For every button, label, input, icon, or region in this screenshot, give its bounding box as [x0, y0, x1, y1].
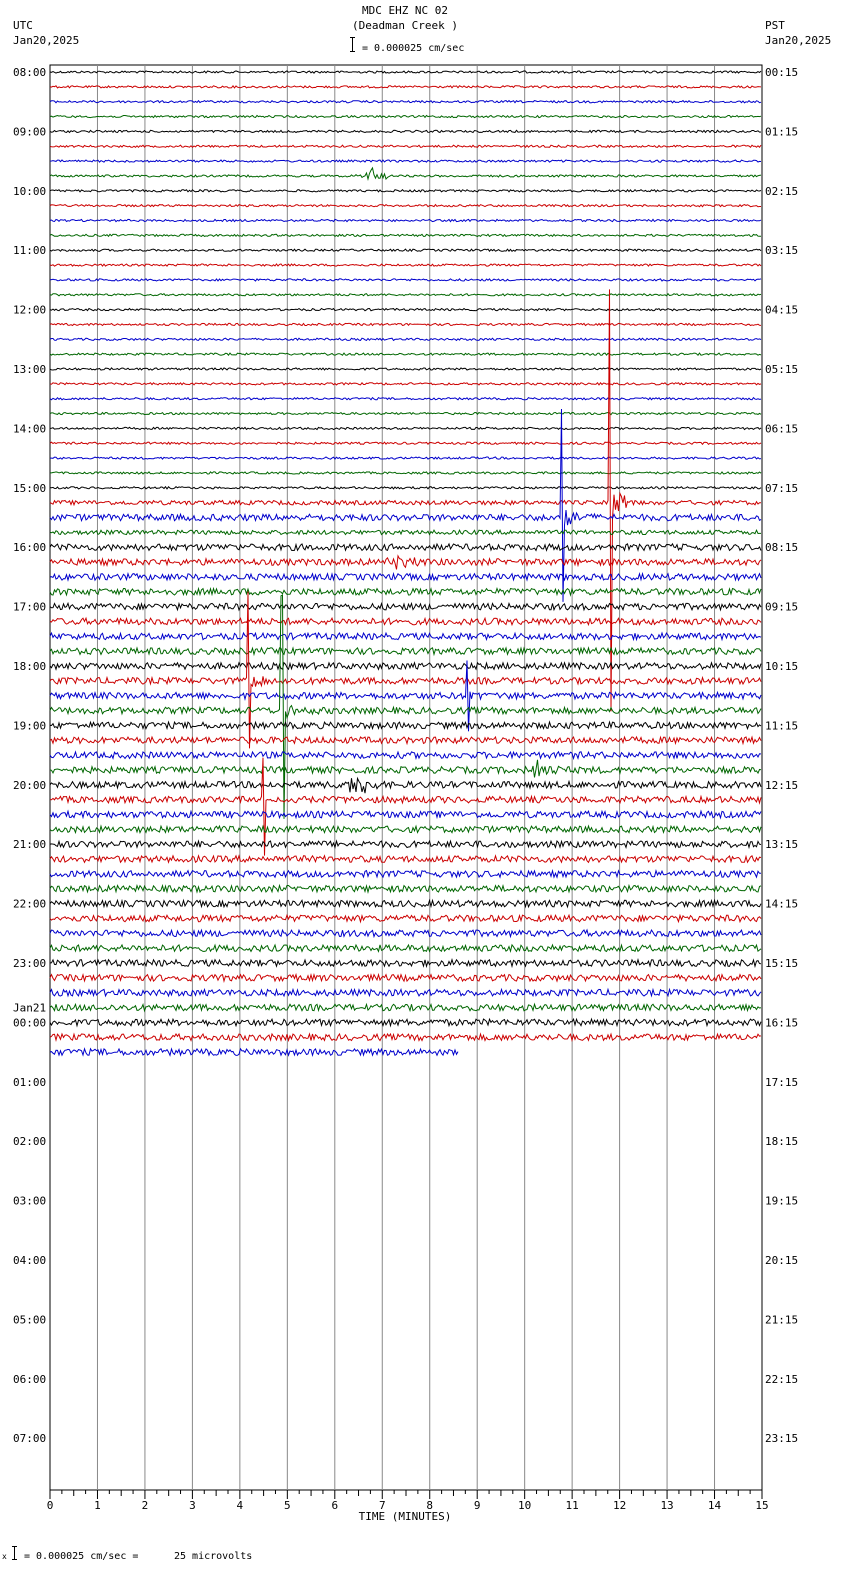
- trace-row-0: [50, 71, 761, 73]
- utc-hour-label: 10:00: [13, 184, 47, 198]
- trace-row-54: [50, 871, 761, 878]
- footer-scale-bar-icon: [14, 1546, 15, 1560]
- date-change-label: Jan21: [13, 1001, 47, 1015]
- left-timezone: UTC: [13, 19, 33, 32]
- trace-row-61: [50, 975, 761, 982]
- x-tick-label: 5: [284, 1499, 291, 1512]
- scale-text: = 0.000025 cm/sec: [362, 43, 465, 54]
- right-date: Jan20,2025: [765, 34, 832, 47]
- trace-row-57: [50, 915, 761, 922]
- trace-row-33: [50, 556, 761, 570]
- trace-row-58: [50, 930, 761, 937]
- pst-hour-label: 21:15: [765, 1313, 799, 1327]
- trace-row-20: [50, 368, 761, 370]
- location-title: (Deadman Creek ): [352, 19, 458, 32]
- trace-row-42: [50, 661, 761, 732]
- trace-row-52: [50, 841, 761, 848]
- utc-hour-label: 21:00: [13, 838, 47, 852]
- x-tick-label: 10: [518, 1499, 532, 1512]
- trace-row-25: [50, 442, 761, 444]
- trace-row-44: [50, 722, 761, 729]
- trace-row-12: [50, 249, 761, 251]
- x-tick-label: 8: [426, 1499, 434, 1512]
- pst-hour-label: 04:15: [765, 303, 799, 317]
- utc-hour-label: 02:00: [13, 1135, 47, 1149]
- trace-row-63: [50, 1004, 761, 1011]
- utc-hour-label: 08:00: [13, 66, 47, 79]
- right-timezone: PST: [765, 19, 785, 32]
- trace-row-19: [50, 353, 761, 355]
- trace-row-46: [50, 752, 761, 759]
- trace-row-6: [50, 160, 761, 162]
- trace-row-35: [50, 589, 761, 596]
- x-tick-label: 0: [46, 1499, 54, 1512]
- trace-row-24: [50, 427, 761, 429]
- pst-hour-label: 06:15: [765, 422, 799, 436]
- trace-row-45: [50, 737, 761, 744]
- pst-hour-label: 05:15: [765, 363, 799, 376]
- x-tick-label: 3: [189, 1499, 196, 1512]
- pst-hour-label: 23:15: [765, 1432, 799, 1446]
- trace-row-18: [50, 338, 761, 340]
- trace-row-23: [50, 413, 761, 415]
- utc-hour-label: 15:00: [13, 481, 47, 495]
- utc-hour-label: 03:00: [13, 1194, 47, 1208]
- utc-hour-label: 01:00: [13, 1075, 47, 1089]
- pst-hour-label: 02:15: [765, 184, 799, 198]
- x-axis-label: TIME (MINUTES): [358, 1510, 452, 1523]
- pst-hour-label: 09:15: [765, 600, 799, 614]
- trace-row-3: [50, 116, 761, 118]
- utc-hour-label: 00:00: [13, 1016, 47, 1030]
- pst-hour-label: 19:15: [765, 1194, 799, 1208]
- pst-hour-label: 14:15: [765, 897, 799, 911]
- pst-hour-label: 17:15: [765, 1075, 799, 1089]
- trace-row-36: [50, 603, 761, 610]
- utc-hour-label: 14:00: [13, 422, 47, 436]
- pst-hour-label: 10:15: [765, 660, 799, 673]
- footer-scale-text: = 0.000025 cm/sec =: [24, 1551, 139, 1562]
- trace-row-27: [50, 472, 761, 474]
- pst-hour-label: 08:15: [765, 541, 799, 555]
- trace-row-11: [50, 234, 761, 236]
- trace-row-37: [50, 618, 761, 625]
- utc-hour-label: 23:00: [13, 957, 47, 970]
- trace-row-40: [50, 663, 761, 670]
- utc-hour-label: 06:00: [13, 1372, 47, 1386]
- left-date: Jan20,2025: [13, 34, 80, 47]
- trace-row-14: [50, 279, 761, 281]
- trace-row-59: [50, 945, 761, 952]
- trace-row-66: [50, 1049, 458, 1056]
- trace-row-15: [50, 294, 761, 296]
- trace-row-8: [50, 190, 761, 192]
- trace-row-2: [50, 101, 761, 103]
- utc-hour-label: 22:00: [13, 897, 47, 911]
- utc-hour-label: 12:00: [13, 303, 47, 317]
- trace-row-55: [50, 886, 761, 893]
- utc-hour-label: 07:00: [13, 1432, 47, 1446]
- station-title: MDC EHZ NC 02: [361, 4, 449, 17]
- trace-row-34: [50, 574, 761, 581]
- trace-row-60: [50, 960, 761, 967]
- x-tick-label: 13: [660, 1499, 674, 1512]
- trace-row-1: [50, 86, 761, 88]
- x-tick-label: 15: [755, 1499, 769, 1512]
- pst-hour-label: 15:15: [765, 957, 799, 970]
- x-tick-label: 9: [473, 1499, 481, 1512]
- trace-row-13: [50, 264, 761, 266]
- x-tick-label: 12: [612, 1499, 627, 1512]
- trace-row-10: [50, 219, 761, 221]
- trace-row-56: [50, 900, 761, 907]
- pst-hour-label: 01:15: [765, 125, 799, 139]
- pst-hour-label: 16:15: [765, 1016, 799, 1030]
- utc-hour-label: 05:00: [13, 1313, 47, 1327]
- x-tick-label: 6: [331, 1499, 339, 1512]
- utc-hour-label: 18:00: [13, 660, 47, 673]
- trace-row-22: [50, 398, 761, 400]
- x-tick-label: 4: [236, 1499, 244, 1512]
- trace-row-21: [50, 383, 761, 385]
- x-tick-label: 14: [707, 1499, 722, 1512]
- trace-row-65: [50, 1034, 761, 1041]
- utc-hour-label: 19:00: [13, 719, 47, 733]
- x-tick-label: 2: [141, 1499, 149, 1512]
- trace-row-26: [50, 457, 761, 459]
- trace-row-7: [50, 168, 761, 179]
- trace-row-39: [50, 648, 761, 655]
- trace-row-50: [50, 811, 761, 818]
- trace-row-53: [50, 856, 761, 863]
- utc-hour-label: 11:00: [13, 244, 47, 258]
- pst-hour-label: 03:15: [765, 244, 799, 258]
- utc-hour-label: 09:00: [13, 125, 47, 139]
- trace-row-28: [50, 487, 761, 489]
- pst-hour-label: 18:15: [765, 1135, 799, 1149]
- x-tick-label: 1: [94, 1499, 101, 1512]
- utc-hour-label: 13:00: [13, 363, 47, 376]
- trace-row-48: [50, 778, 761, 793]
- pst-hour-label: 00:15: [765, 66, 799, 79]
- trace-row-16: [50, 309, 761, 311]
- footer-marker: x: [2, 1552, 7, 1561]
- utc-hour-label: 16:00: [13, 541, 47, 555]
- pst-hour-label: 11:15: [765, 719, 799, 733]
- trace-row-47: [50, 760, 761, 778]
- trace-row-32: [50, 544, 761, 551]
- plot-frame: [50, 65, 762, 1490]
- pst-hour-label: 20:15: [765, 1254, 799, 1267]
- pst-hour-label: 13:15: [765, 838, 799, 852]
- utc-hour-label: 17:00: [13, 600, 47, 614]
- pst-hour-label: 07:15: [765, 481, 799, 495]
- pst-hour-label: 22:15: [765, 1372, 799, 1386]
- trace-row-17: [50, 323, 761, 325]
- trace-row-64: [50, 1019, 761, 1026]
- x-tick-label: 11: [565, 1499, 579, 1512]
- trace-row-38: [50, 633, 761, 640]
- pst-hour-label: 12:15: [765, 778, 799, 792]
- trace-row-51: [50, 826, 761, 833]
- footer-microvolts: 25 microvolts: [174, 1551, 253, 1562]
- utc-hour-label: 20:00: [13, 778, 47, 792]
- trace-row-5: [50, 145, 761, 147]
- x-tick-label: 7: [378, 1499, 386, 1512]
- trace-row-4: [50, 130, 761, 132]
- utc-hour-label: 04:00: [13, 1254, 47, 1267]
- trace-row-31: [50, 530, 761, 534]
- trace-row-62: [50, 989, 761, 996]
- trace-row-9: [50, 205, 761, 207]
